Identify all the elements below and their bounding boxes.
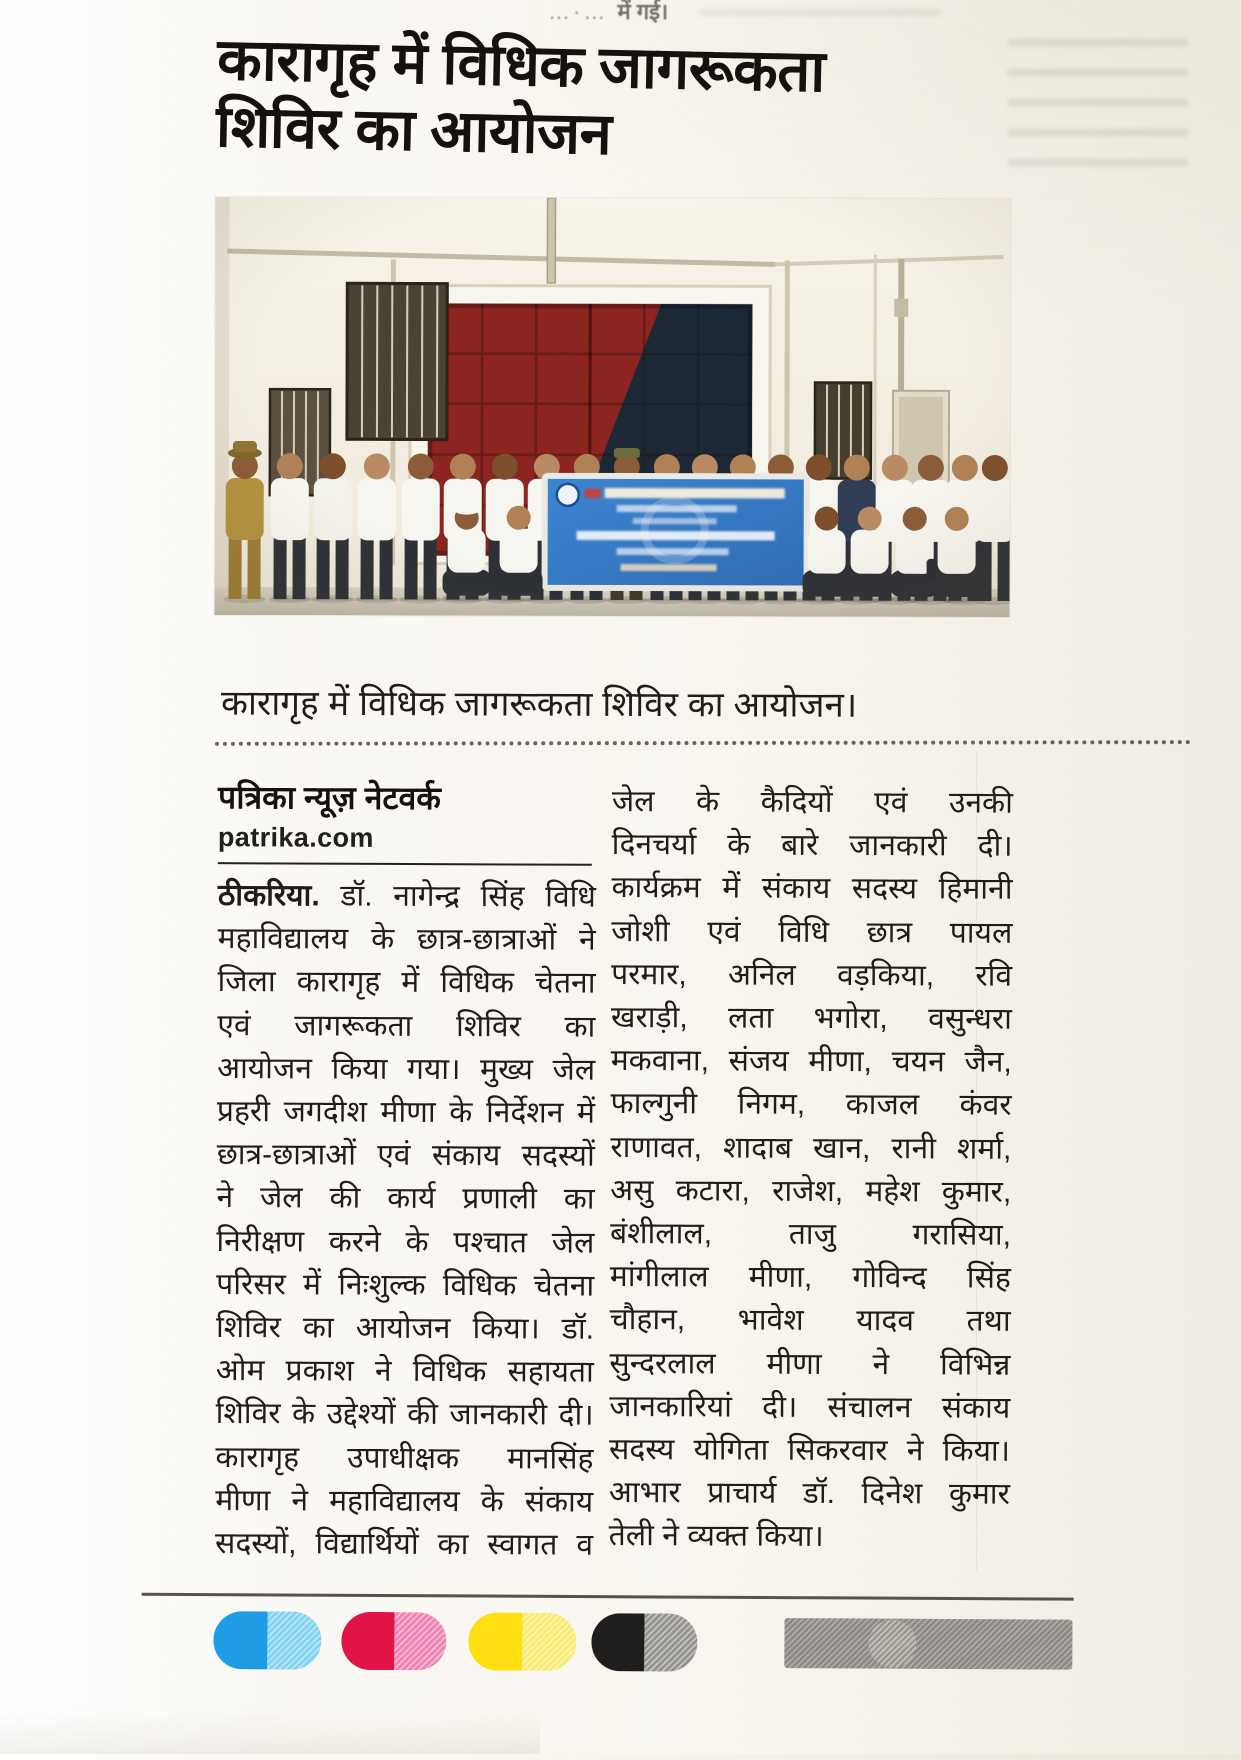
black-registration-mark xyxy=(591,1613,697,1672)
body-text-line: मांगीलाल मीणा, गोविन्द सिंह xyxy=(609,1260,1011,1295)
body-text-line: शिविर का आयोजन किया। डॉ. xyxy=(215,1311,595,1346)
ghost-print-marks xyxy=(1008,26,1188,166)
article-headline xyxy=(215,26,978,175)
body-text-line: महाविद्यालय के छात्र-छात्राओं ने xyxy=(217,922,596,957)
body-text-line: मकवाना, संजय मीणा, चयन जैन, xyxy=(610,1044,1012,1079)
photo-vignette xyxy=(214,197,1010,617)
scan-smudge xyxy=(0,1710,540,1754)
body-text-line: छात्र-छात्राओं एवं संकाय सदस्यों xyxy=(216,1138,595,1173)
body-text-line: मीणा ने महाविद्यालय के संकाय xyxy=(215,1483,594,1519)
body-text-line: आयोजन किया गया। मुख्य जेल xyxy=(217,1051,596,1087)
body-text-line: कारागृह उपाधीक्षक मानसिंह xyxy=(215,1440,594,1476)
body-text-line: सदस्यों, विद्यार्थियों का स्वागत व xyxy=(215,1527,594,1562)
body-text-line: जिला कारागृह में विधिक चेतना xyxy=(217,965,596,1001)
body-text-line: सुन्दरलाल मीणा ने विभिन्न xyxy=(609,1346,1011,1382)
article-column-left xyxy=(215,874,596,1567)
gray-density-bar xyxy=(784,1618,1072,1670)
body-text-line: फाल्गुनी निगम, काजल कंवर xyxy=(610,1087,1012,1123)
bleed-through-text: …·… में गई। xyxy=(548,0,668,26)
body-text-line: परिसर में निःशुल्क विधिक चेतना xyxy=(216,1267,595,1303)
headline-line-1: कारागृह में विधिक जागरूकता xyxy=(216,26,826,105)
body-text-line: असु कटारा, राजेश, महेश कुमार, xyxy=(610,1173,1012,1209)
article-column-right xyxy=(609,780,1013,1559)
body-text-line: बंशीलाल, ताजु गरासिया, xyxy=(609,1217,1012,1252)
body-text-line: चौहान, भावेश यादव तथा xyxy=(609,1303,1011,1339)
body-text-line: सदस्य योगिता सिकरवार ने किया। xyxy=(609,1433,1011,1468)
dateline: ठीकरिया. xyxy=(217,878,320,913)
body-text-line: कार्यक्रम में संकाय सदस्य हिमानी xyxy=(611,871,1013,907)
dotted-separator xyxy=(215,740,1191,746)
ghost-print-marks xyxy=(700,0,940,16)
photo-caption: कारागृह में विधिक जागरूकता शिविर का आयोजन। xyxy=(220,683,858,725)
body-text-line: एवं जागरूकता शिविर का xyxy=(217,1008,596,1044)
yellow-registration-mark xyxy=(468,1612,576,1671)
magenta-registration-mark xyxy=(341,1612,446,1671)
body-text-line: तेली ने व्यक्त किया। xyxy=(608,1519,824,1554)
bottom-rule xyxy=(142,1593,1074,1601)
body-text-line: जेल के कैदियों एवं उनकी xyxy=(611,784,1013,820)
body-text-line: आभार प्राचार्य डॉ. दिनेश कुमार xyxy=(608,1476,1010,1511)
body-text-line: ने जेल की कार्य प्रणाली का xyxy=(216,1181,595,1217)
byline-rule xyxy=(218,862,592,866)
news-network: पत्रिका न्यूज़ नेटवर्क xyxy=(218,779,441,817)
headline-line-2: शिविर का आयोजन xyxy=(215,93,612,167)
body-text-line: जोशी एवं विधि छात्र पायल xyxy=(611,914,1013,950)
body-text-line: ठीकरिया. डॉ. नागेन्द्र सिंह विधि xyxy=(217,878,596,914)
density-spot xyxy=(868,1620,916,1668)
paper-crease xyxy=(976,752,977,1572)
body-text-line: निरीक्षण करने के पश्चात जेल xyxy=(216,1224,595,1260)
body-text-line: राणावत, शादाब खान, रानी शर्मा, xyxy=(610,1130,1012,1166)
website: patrika.com xyxy=(217,822,374,853)
news-photo xyxy=(214,197,1010,617)
body-text-line: परमार, अनिल वड़किया, रवि xyxy=(611,957,1013,993)
body-text-line: ओम प्रकाश ने विधिक सहायता xyxy=(215,1354,594,1389)
body-text-line: शिविर के उद्देश्यों की जानकारी दी। xyxy=(215,1397,594,1433)
body-text-line: जानकारियां दी। संचालन संकाय xyxy=(609,1389,1011,1425)
body-text-line: प्रहरी जगदीश मीणा के निर्देशन में xyxy=(216,1095,596,1130)
body-text-line: खराड़ी, लता भगोरा, वसुन्धरा xyxy=(610,1001,1013,1036)
byline-block xyxy=(218,775,596,866)
cyan-registration-mark xyxy=(213,1611,321,1670)
body-text-line: दिनचर्या के बारे जानकारी दी। xyxy=(611,828,1013,863)
